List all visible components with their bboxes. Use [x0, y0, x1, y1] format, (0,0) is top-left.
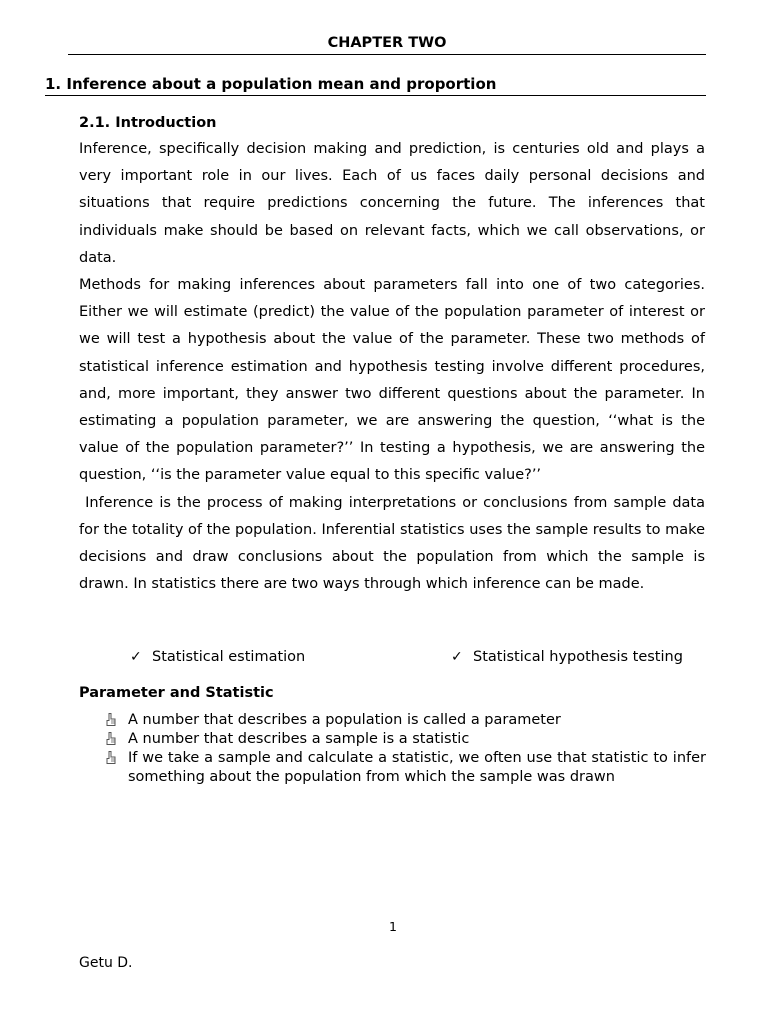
- list-item: [104, 711, 706, 730]
- pointing-hand-icon: [104, 750, 118, 766]
- chapter-underline: [68, 54, 706, 55]
- section-heading: 1. Inference about a population mean and proportion: [45, 75, 497, 93]
- list-item: [104, 730, 706, 749]
- check-item-estimation: [130, 646, 305, 668]
- list-item: [104, 749, 706, 787]
- parameter-statistic-heading: Parameter and Statistic: [79, 685, 274, 701]
- introduction-body: [79, 136, 705, 598]
- paragraph-methods: Methods for making inferences about parameters fall into one of two categories. Either we will estimate (predict) the value of the population parameter of interest or we will test a hypothesis about the value of the parameter. These two methods of statistical inference estimation and hypothesis testing involve different procedures, and, more important, they answer two different questions about the parameter. In estimating a population parameter, we are answering the question, ‘‘what is the value of the population parameter?’’ In testing a hypothesis, we are answering the question, ‘‘is the parameter value equal to this specific value?’’: [79, 277, 705, 484]
- parameter-statistic-list: [104, 711, 706, 787]
- check-item-hypothesis-testing: [451, 646, 683, 668]
- footer-author: Getu D.: [79, 955, 133, 971]
- checkmark-icon: ✓: [130, 649, 142, 665]
- chapter-title: CHAPTER TWO: [327, 35, 447, 51]
- list-item-text: A number that describes a sample is a statistic: [128, 731, 470, 747]
- paragraph-inference-overview: Inference, specifically decision making and prediction, is centuries old and plays a very important role in our lives. Each of us faces daily personal decisions and situations that require predictions concerning the future. The inferences that individuals make should be based on relevant facts, which we call observations, or data.: [79, 141, 705, 266]
- inference-types-list: [0, 646, 768, 668]
- section-underline: [45, 95, 706, 96]
- list-item-text: A number that describes a population is called a parameter: [128, 712, 561, 728]
- checkmark-icon: ✓: [451, 649, 463, 665]
- list-item-text: If we take a sample and calculate a statistic, we often use that statistic to infer something about the population from which the sample was drawn: [128, 750, 706, 785]
- subsection-heading: 2.1. Introduction: [79, 115, 217, 131]
- pointing-hand-icon: [104, 731, 118, 747]
- pointing-hand-icon: [104, 712, 118, 728]
- check-item-label: Statistical estimation: [152, 649, 306, 665]
- check-item-label: Statistical hypothesis testing: [473, 649, 683, 665]
- page-number: 1: [389, 919, 397, 934]
- paragraph-inference-definition: Inference is the process of making interpretations or conclusions from sample data for the totality of the population. Inferential statistics uses the sample results to make decisions and draw conclusions about the population from which the sample is drawn. In statistics there are two ways through which inference can be made.: [79, 494, 705, 593]
